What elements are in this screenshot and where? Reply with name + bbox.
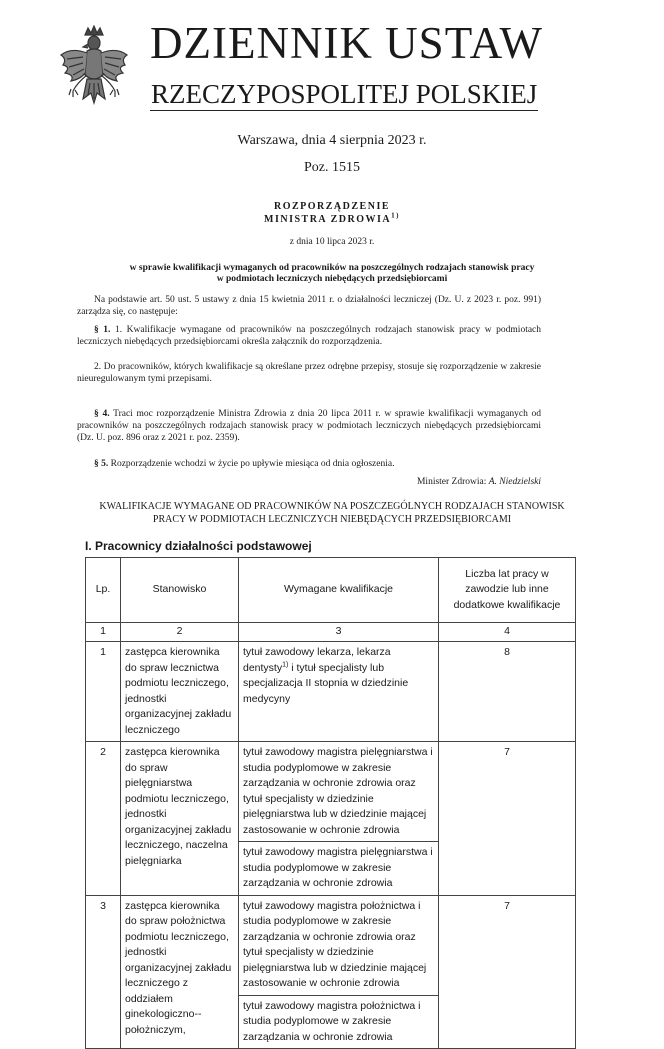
act-type: ROZPORZĄDZENIE xyxy=(273,201,390,212)
header-lp: Lp. xyxy=(86,558,121,623)
qualification-option: tytuł zawodowy magistra pielęgniarstwa i studia podyplomowe w zakresie zarządzania w ochronie zdrowia oraz tytuł specjalisty w dziedzinie pielęgniarstwa lub w dziedzinie mającej zastosowanie w ochronie zdrowia xyxy=(243,746,433,836)
qualification-footnote: 1) xyxy=(282,661,289,668)
header-years: Liczba lat pracy w zawodzie lub inne dodatkowe kwalifikacje xyxy=(439,558,576,623)
table-row xyxy=(86,742,576,896)
row-position: zastępca kierownika do spraw pielęgniarstwa podmiotu leczniczego, jednostki organizacyjnej zakładu leczniczego, naczelna pielęgniarka xyxy=(121,742,239,896)
act-issuer: MINISTRA ZDROWIA$^{1)}$ xyxy=(264,211,400,225)
row-lp: 1 xyxy=(86,642,121,742)
section-4-mark: § 4. xyxy=(94,409,110,419)
header-qualifications: Wymagane kwalifikacje xyxy=(239,558,439,623)
table-row xyxy=(86,895,576,1049)
qualification-option: tytuł zawodowy magistra pielęgniarstwa i studia podyplomowe w zakresie zarządzania w ochronie zdrowia xyxy=(239,841,438,895)
issuer-footnote: 1) xyxy=(391,211,400,220)
table-header-row xyxy=(86,558,576,623)
position-number: Poz. 1515 xyxy=(304,160,360,175)
row-lp: 2 xyxy=(86,742,121,896)
section-title: I. Pracownicy działalności podstawowej xyxy=(85,539,312,553)
act-subject-line-2: w podmiotach leczniczych niebędących przedsiębiorcami xyxy=(216,274,448,284)
row-position: zastępca kierownika do spraw lecznictwa podmiotu leczniczego, jednostki organizacyjnej zakładu leczniczego xyxy=(121,642,239,742)
act-subject-line-1: w sprawie kwalifikacji wymaganych od pracowników na poszczególnych rodzajach stanowisk pracy xyxy=(129,263,535,273)
qualifications-table xyxy=(85,557,576,1049)
row-years: 7 xyxy=(439,742,576,896)
section-4 xyxy=(77,408,541,444)
row-qualifications xyxy=(239,742,439,896)
attachment-title-line-2: PRACY W PODMIOTACH LECZNICZYCH NIEBĘDĄCYCH PRZEDSIĘBIORCAMI xyxy=(152,514,512,525)
column-number: 3 xyxy=(239,623,439,642)
header-position: Stanowisko xyxy=(121,558,239,623)
row-qualifications xyxy=(239,895,439,1049)
column-number-row xyxy=(86,623,576,642)
masthead-title: DZIENNIK USTAW xyxy=(150,18,543,68)
row-years: 8 xyxy=(439,642,576,742)
table-row xyxy=(86,642,576,742)
section-5-mark: § 5. xyxy=(94,459,109,469)
row-qualification: tytuł zawodowy lekarza, lekarza dentysty$^{1)}$ i tytuł specjalisty lub specjalizacja II stopnia w dziedzinie medycyny xyxy=(239,642,439,742)
publication-date: Warszawa, dnia 4 sierpnia 2023 r. xyxy=(237,133,427,148)
signature-name: A. Niedzielski xyxy=(488,477,541,487)
section-1-paragraph-2: 2. Do pracowników, których kwalifikacje są określane przez odrębne przepisy, stosuje się rozporządzenie w zakresie nieuregulowanym tymi przepisami. xyxy=(77,362,541,384)
section-1-text: 1. Kwalifikacje wymagane od pracowników na poszczególnych rodzajach stanowisk pracy w podmiotach leczniczych niebędących przedsiębiorcami określa załącznik do rozporządzenia. xyxy=(77,325,542,347)
preamble: Na podstawie art. 50 ust. 5 ustawy z dnia 15 kwietnia 2011 r. o działalności leczniczej (Dz. U. z 2023 r. poz. 991) zarządza się, co następuje: xyxy=(77,295,541,317)
column-number: 2 xyxy=(121,623,239,642)
qualification-option: tytuł zawodowy magistra położnictwa i studia podyplomowe w zakresie zarządzania w ochronie zdrowia xyxy=(239,995,438,1049)
masthead-subtitle: RZECZYPOSPOLITEJ POLSKIEJ xyxy=(151,79,538,109)
masthead-rule xyxy=(150,110,538,111)
section-1-mark: § 1. xyxy=(94,325,111,335)
act-date: z dnia 10 lipca 2023 r. xyxy=(289,237,375,247)
section-4-text: Traci moc rozporządzenie Ministra Zdrowia z dnia 20 lipca 2011 r. w sprawie kwalifikacji wymaganych od pracowników na poszczególnych rodzajach stanowisk pracy w podmiotach leczniczych niebędących przedsiębiorcami (Dz. U. poz. 896 oraz z 2021 r. poz. 2359). xyxy=(77,409,542,443)
column-number: 4 xyxy=(439,623,576,642)
column-number: 1 xyxy=(86,623,121,642)
section-1 xyxy=(77,324,541,348)
row-position: zastępca kierownika do spraw położnictwa podmiotu leczniczego, jednostki organizacyjnej zakładu leczniczego z oddziałem ginekologiczno--położniczym, xyxy=(121,895,239,1049)
attachment-title-line-1: KWALIFIKACJE WYMAGANE OD PRACOWNIKÓW NA POSZCZEGÓLNYCH RODZAJACH STANOWISK xyxy=(99,501,565,512)
section-5 xyxy=(77,458,541,470)
polish-eagle-icon xyxy=(57,25,131,117)
row-years: 7 xyxy=(439,895,576,1049)
signature: Minister Zdrowia: A. Niedzielski xyxy=(416,477,541,487)
row-lp: 3 xyxy=(86,895,121,1049)
qualification-option: tytuł zawodowy magistra położnictwa i studia podyplomowe w zakresie zarządzania w ochronie zdrowia oraz tytuł specjalisty w dziedzinie pielęgniarstwa lub w dziedzinie mającej zastosowanie w ochronie zdrowia xyxy=(243,899,427,989)
section-5-text: Rozporządzenie wchodzi w życie po upływie miesiąca od dnia ogłoszenia. xyxy=(110,459,395,469)
